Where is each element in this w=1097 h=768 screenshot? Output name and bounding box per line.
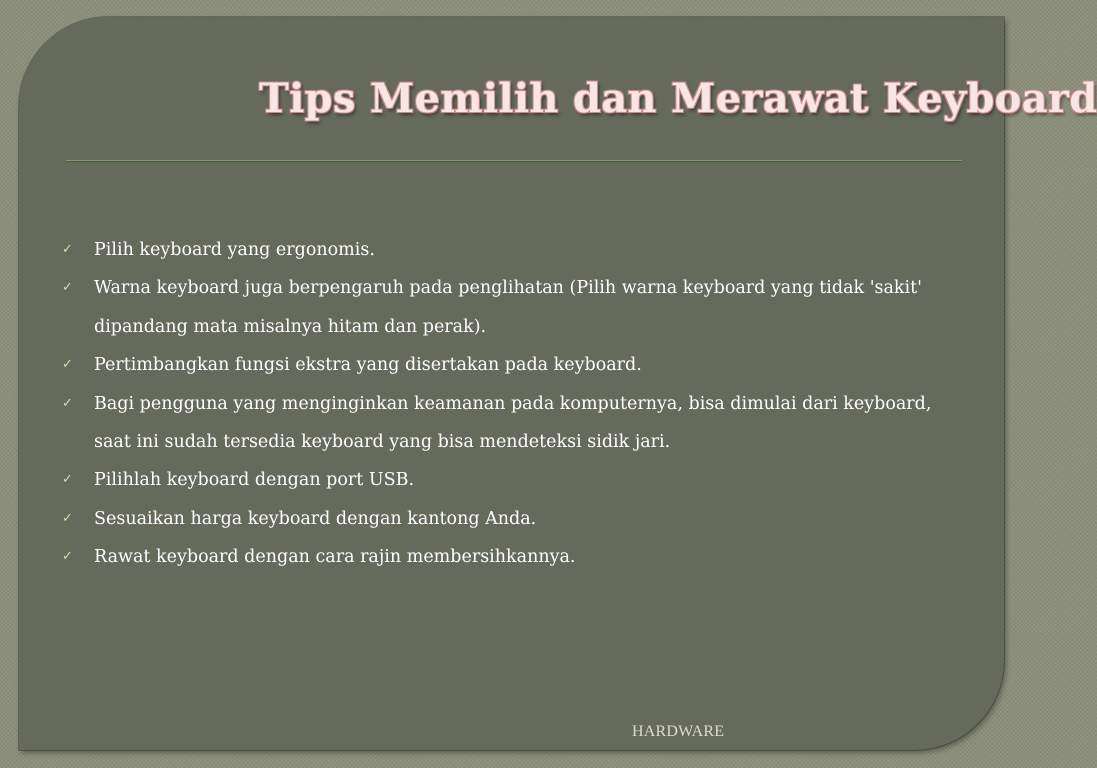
slide-panel: [19, 17, 1097, 750]
bullet-text: Pertimbangkan fungsi ekstra yang disertakan pada keyboard.: [94, 355, 642, 376]
title-container: [259, 71, 1097, 127]
slide-title: Tips Memilih dan Merawat Keyboard: [259, 75, 1097, 122]
bullet-item: [59, 500, 964, 538]
check-icon: ✓: [62, 510, 73, 526]
check-icon: ✓: [62, 242, 73, 257]
bullet-item: [59, 231, 964, 269]
bullet-item: [59, 269, 964, 346]
bullet-text: Pilih keyboard yang ergonomis.: [94, 240, 375, 260]
check-icon: ✓: [62, 472, 73, 488]
bullet-list: [59, 231, 964, 577]
bullet-text: Bagi pengguna yang menginginkan keamanan pada komputernya, bisa dimulai dari keyboard, saat ini sudah tersedia keyboard yang bisa mendeteksi sidik jari.: [94, 393, 932, 453]
bullet-item: [59, 461, 964, 499]
check-icon: ✓: [62, 395, 73, 411]
bullet-text: Pilihlah keyboard dengan port USB.: [94, 470, 415, 491]
bullet-item: [59, 385, 964, 462]
check-icon: ✓: [62, 357, 73, 373]
bullet-text: Warna keyboard juga berpengaruh pada penglihatan (Pilih warna keyboard yang tidak 'sakit' dipandang mata misalnya hitam dan perak).: [94, 278, 922, 337]
title-divider: [66, 160, 962, 161]
bullet-item: [59, 538, 964, 576]
check-icon: ✓: [62, 549, 73, 565]
bullet-text: Rawat keyboard dengan cara rajin membersihkannya.: [94, 547, 576, 568]
bullet-item: [59, 346, 964, 384]
check-icon: ✓: [62, 280, 73, 296]
footer-label: HARDWARE: [632, 723, 725, 740]
bullet-text: Sesuaikan harga keyboard dengan kantong Anda.: [94, 508, 537, 529]
